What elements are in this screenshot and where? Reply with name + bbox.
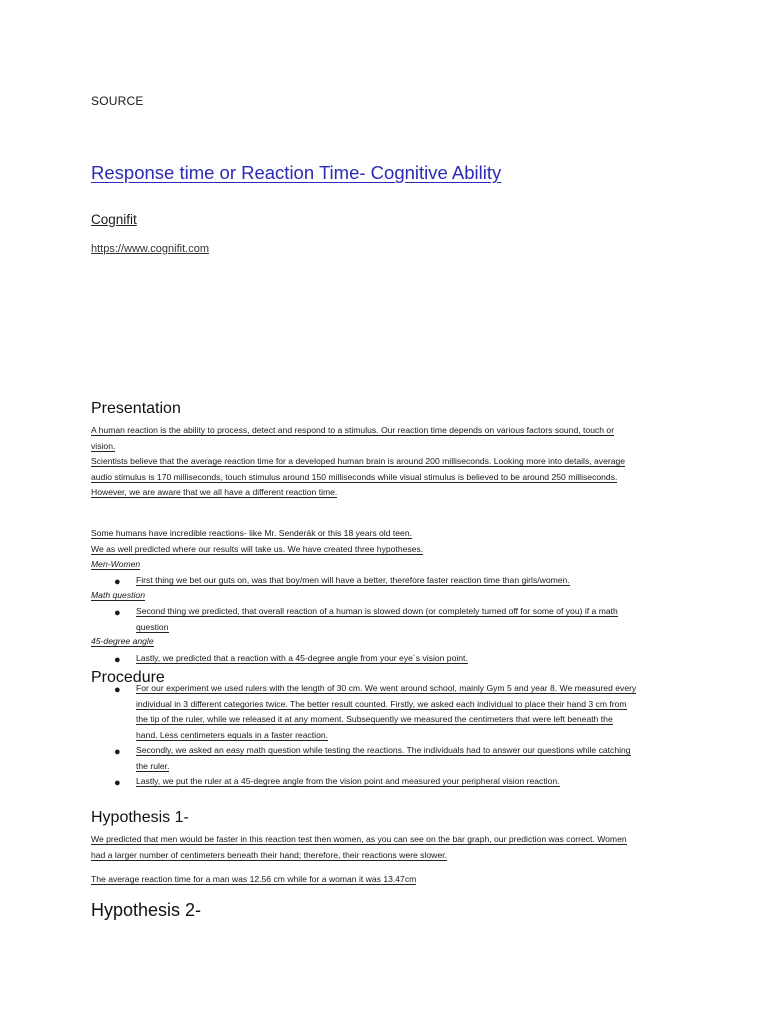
source-url-link[interactable]: https://www.cognifit.com [91, 243, 209, 255]
text-line: Secondly, we asked an easy math question while testing the reactions. The individuals had to answer our questions while catching [136, 745, 631, 755]
text-line: the ruler. [136, 760, 170, 771]
text-line: Lastly, we predicted that a reaction with a 45-degree angle from your eye´s vision point. [136, 653, 468, 663]
source-title-link[interactable]: Response time or Reaction Time- Cognitive Ability [91, 162, 502, 183]
hypothesis-label-math [91, 588, 681, 604]
source-author-link[interactable]: Cognifit [91, 212, 137, 227]
text-line: Some humans have incredible reactions- like Mr. Senderák or this 18 years old teen. [91, 528, 412, 538]
source-label: SOURCE [91, 94, 144, 108]
presentation-paragraph [91, 423, 681, 501]
text-line: had a larger number of centimeters beneath their hand; therefore, their reactions were slower. [91, 849, 447, 860]
bullet-icon: ● [114, 654, 121, 666]
text-line: question [136, 621, 169, 632]
hypothesis1-result [91, 872, 681, 888]
hypothesis-label-angle [91, 634, 681, 650]
text-line: We predicted that men would be faster in this reaction test then women, as you can see on the bar graph, our prediction was correct. Women [91, 834, 627, 844]
procedure-heading: Procedure [91, 669, 165, 686]
text-line: For our experiment we used rulers with the length of 30 cm. We went around school, mainly Gym 5 and year 8. We measured every [136, 683, 637, 693]
text-line: Math question [91, 590, 145, 600]
bullet-icon: ● [114, 576, 121, 588]
bullet-icon: ● [114, 607, 121, 619]
text-line: hand. Less centimeters equals in a faster reaction. [136, 729, 329, 740]
presentation-heading: Presentation [91, 400, 181, 417]
text-line: Lastly, we put the ruler at a 45-degree angle from the vision point and measured your peripheral vision reaction. [136, 776, 560, 786]
hypothesis2-heading: Hypothesis 2- [91, 900, 202, 920]
hypothesis1-heading: Hypothesis 1- [91, 809, 189, 826]
text-line: Scientists believe that the average reaction time for a developed human brain is around 200 milliseconds. Looking more into details, average [91, 456, 626, 466]
bullet-icon: ● [114, 777, 121, 789]
text-line: 45-degree angle [91, 636, 154, 646]
text-line: A human reaction is the ability to process, detect and respond to a stimulus. Our reaction time depends on various factors sound, touch or [91, 425, 615, 435]
bullet-icon: ● [114, 684, 121, 696]
text-line: Men-Women [91, 559, 141, 569]
text-line: We as well predicted where our results will take us. We have created three hypotheses. [91, 543, 424, 554]
text-line: audio stimulus is 170 milliseconds, touch stimulus around 150 milliseconds while visual stimulus is believed to be around 250 milliseconds. [91, 471, 618, 482]
text-line: First thing we bet our guts on, was that boy/men will have a better, therefore faster reaction time than girls/women. [136, 575, 570, 585]
text-line: The average reaction time for a man was 12.56 cm while for a woman it was 13.47cm [91, 874, 417, 884]
text-line: However, we are aware that we all have a different reaction time. [91, 487, 338, 497]
text-line: individual in 3 different categories twice. The better result counted. Firstly, we asked each individual to place their hand 3 cm from [136, 698, 627, 709]
hypothesis1-paragraph [91, 832, 681, 863]
hypothesis-label-men-women [91, 557, 681, 573]
text-line: Second thing we predicted, that overall reaction of a human is slowed down (or completely turned off for some of you) if a math [136, 606, 618, 616]
hypotheses-intro [91, 526, 681, 557]
text-line: the tip of the ruler, while we released it at any moment. Subsequently we measured the centimeters that were left beneath the [136, 714, 613, 724]
bullet-icon: ● [114, 746, 121, 758]
text-line: vision. [91, 440, 116, 451]
